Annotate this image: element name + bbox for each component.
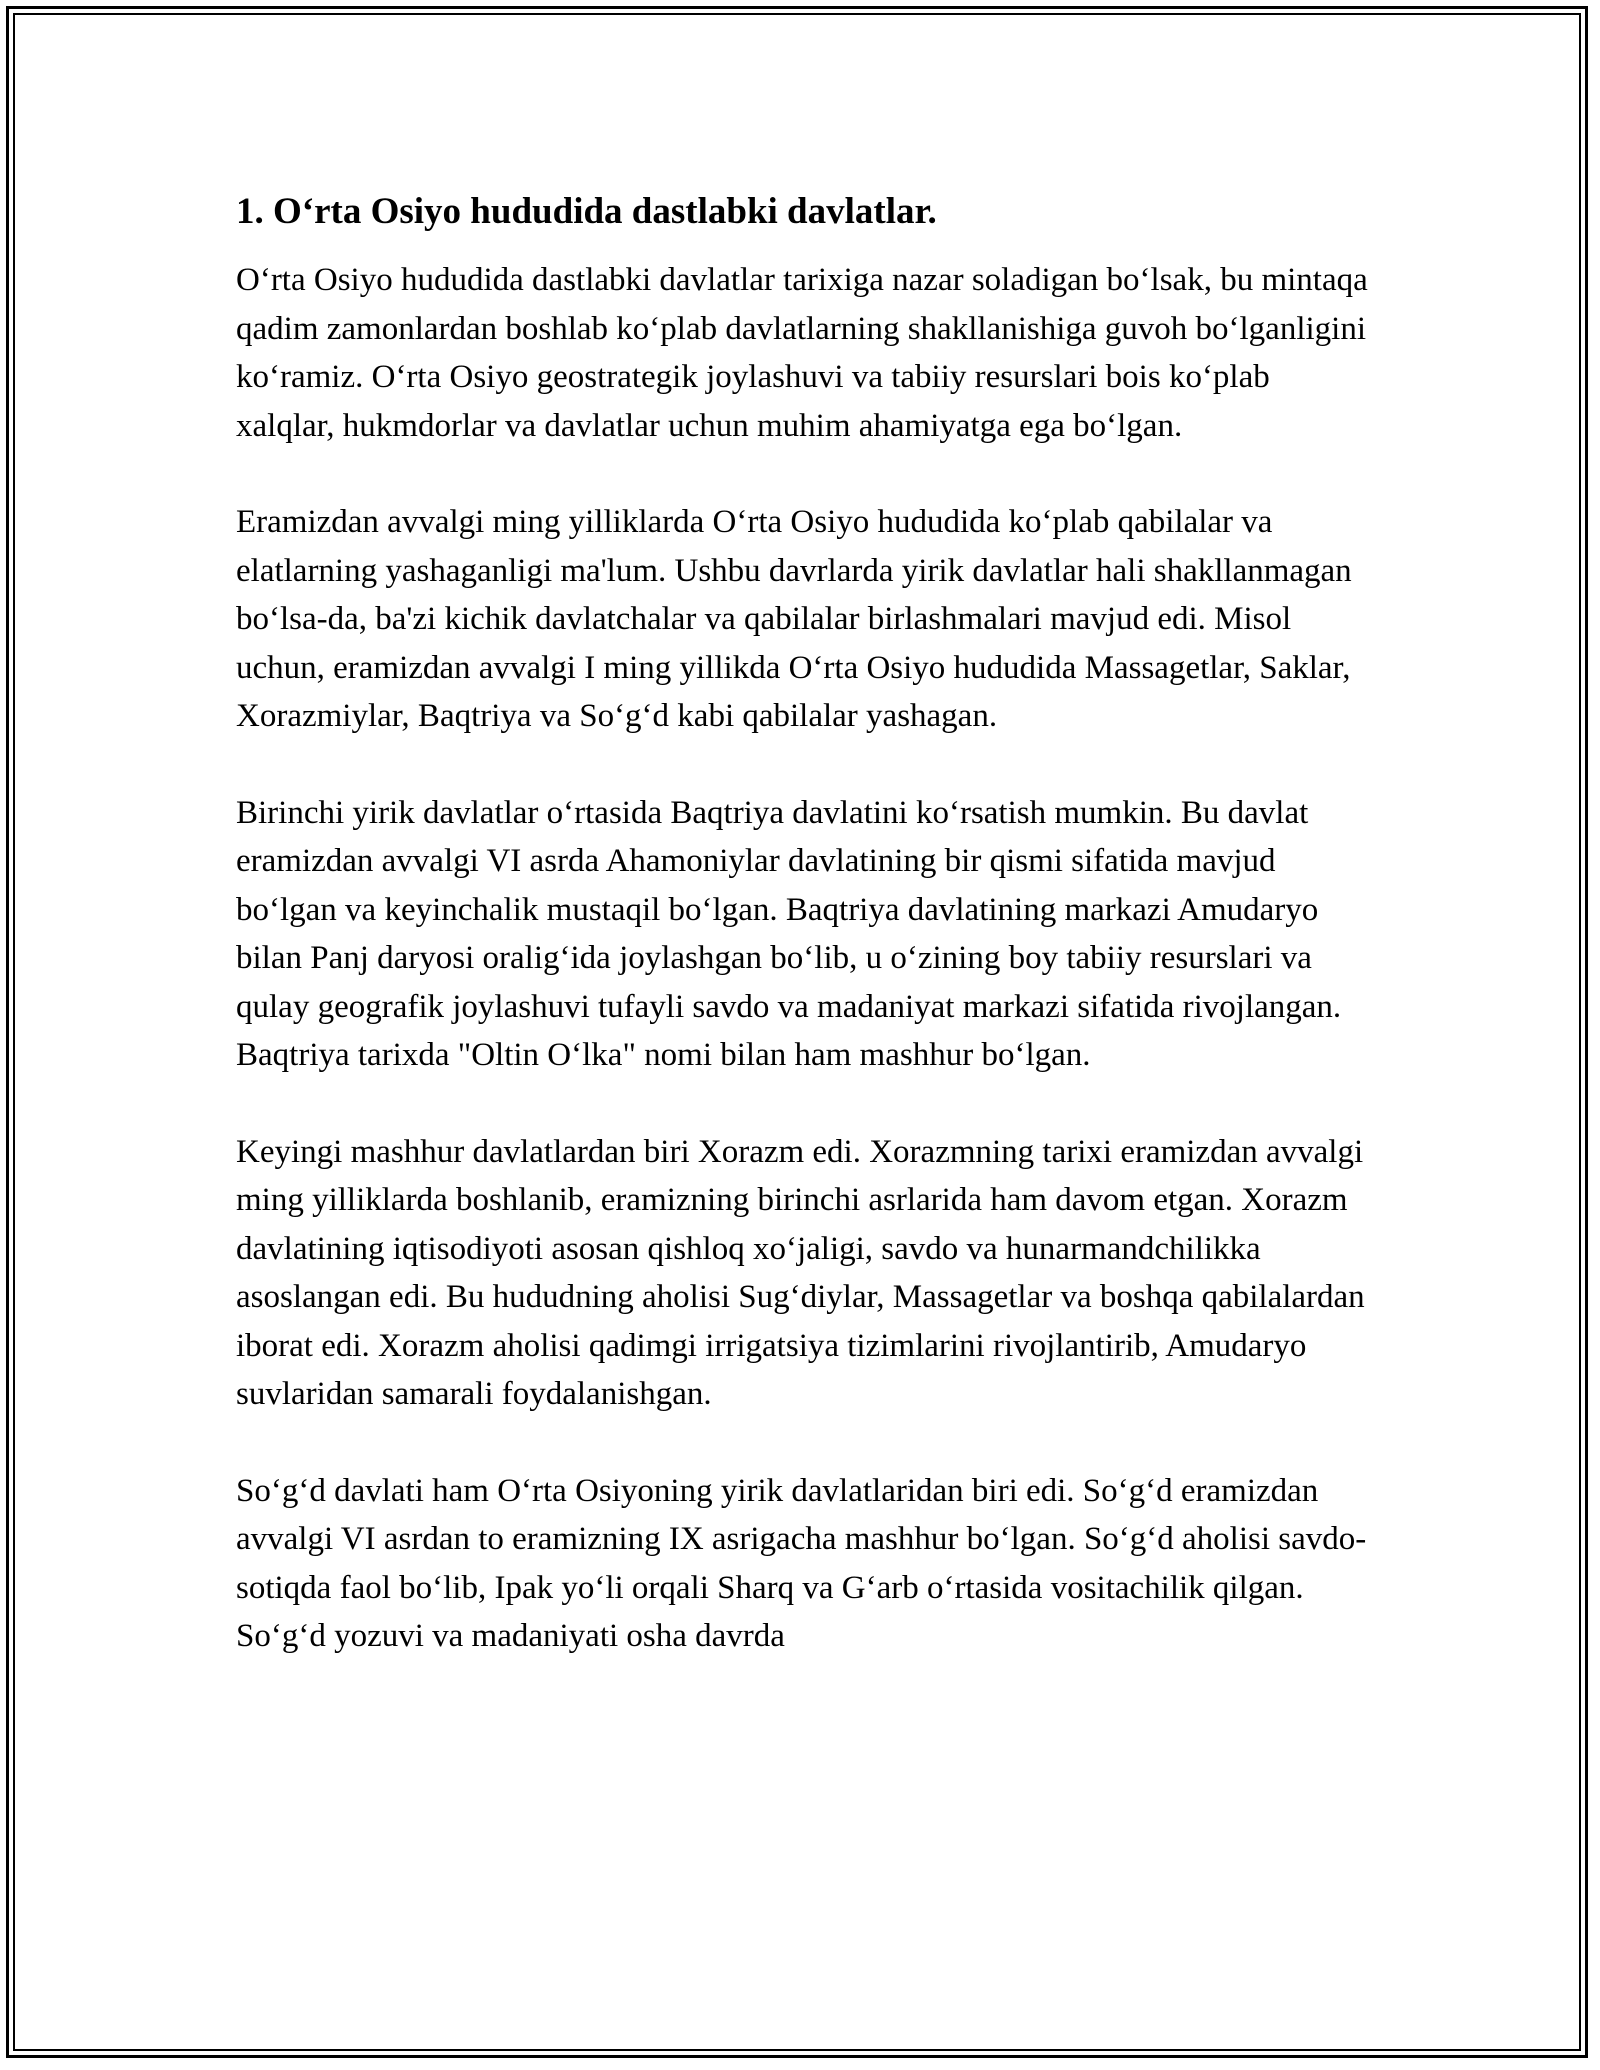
paragraph-bactria: Birinchi yirik davlatlar o‘rtasida Baqtriya davlatini ko‘rsatish mumkin. Bu davlat eramizdan avvalgi VI asrda Ahamoniylar davlatining bir qismi sifatida mavjud bo‘lgan va keyinchalik mustaqil bo‘lgan. Baqtriya davlatining markazi Amudaryo bilan Panj daryosi oralig‘ida joylashgan bo‘lib, u o‘zining boy tabiiy resurslari va qulay geografik joylashuvi tufayli savdo va madaniyat markazi sifatida rivojlangan. Baqtriya tarixda "Oltin O‘lka" nomi bilan ham mashhur bo‘lgan.	[236, 794, 1342, 1073]
paragraph-early-tribes: Eramizdan avvalgi ming yilliklarda O‘rta Osiyo hududida ko‘plab qabilalar va elatlarning yashaganligi ma'lum. Ushbu davrlarda yirik davlatlar hali shakllanmagan bo‘lsa-da, ba'zi kichik davlatchalar va qabilalar birlashmalari mavjud edi. Misol uchun, eramizdan avvalgi I ming yillikda O‘rta Osiyo hududida Massagetlar, Saklar, Xorazmiylar, Baqtriya va So‘g‘d kabi qabilalar yashagan.	[236, 504, 1352, 734]
paragraph-sogdiana: So‘g‘d davlati ham O‘rta Osiyoning yirik davlatlaridan biri edi. So‘g‘d eramizdan avvalgi VI asrdan to eramizning IX asrigacha mashhur bo‘lgan. So‘g‘d aholisi savdo-sotiqda faol bo‘lib, Ipak yo‘li orqali Sharq va G‘arb o‘rtasida vositachilik qilgan. So‘g‘d yozuvi va madaniyati osha davrda	[236, 1472, 1367, 1654]
section-title: 1. O‘rta Osiyo hududida dastlabki davlatlar.	[236, 191, 937, 232]
paragraph-khorezm: Keyingi mashhur davlatlardan biri Xorazm edi. Xorazmning tarixi eramizdan avvalgi ming yilliklarda boshlanib, eramizning birinchi asrlarida ham davom etgan. Xorazm davlatining iqtisodiyoti asosan qishloq xo‘jaligi, savdo va hunarmandchilikka asoslangan edi. Bu hududning aholisi Sug‘diylar, Massagetlar va boshqa qabilalardan iborat edi. Xorazm aholisi qadimgi irrigatsiya tizimlarini rivojlantirib, Amudaryo suvlaridan samarali foydalanishgan.	[236, 1133, 1365, 1412]
document-body	[236, 188, 1376, 1709]
paragraph-intro: O‘rta Osiyo hududida dastlabki davlatlar tarixiga nazar soladigan bo‘lsak, bu mintaqa qadim zamonlardan boshlab ko‘plab davlatlarning shakllanishiga guvoh bo‘lganligini ko‘ramiz. O‘rta Osiyo geostrategik joylashuvi va tabiiy resurslari bois ko‘plab xalqlar, hukmdorlar va davlatlar uchun muhim ahamiyatga ega bo‘lgan.	[236, 262, 1368, 444]
